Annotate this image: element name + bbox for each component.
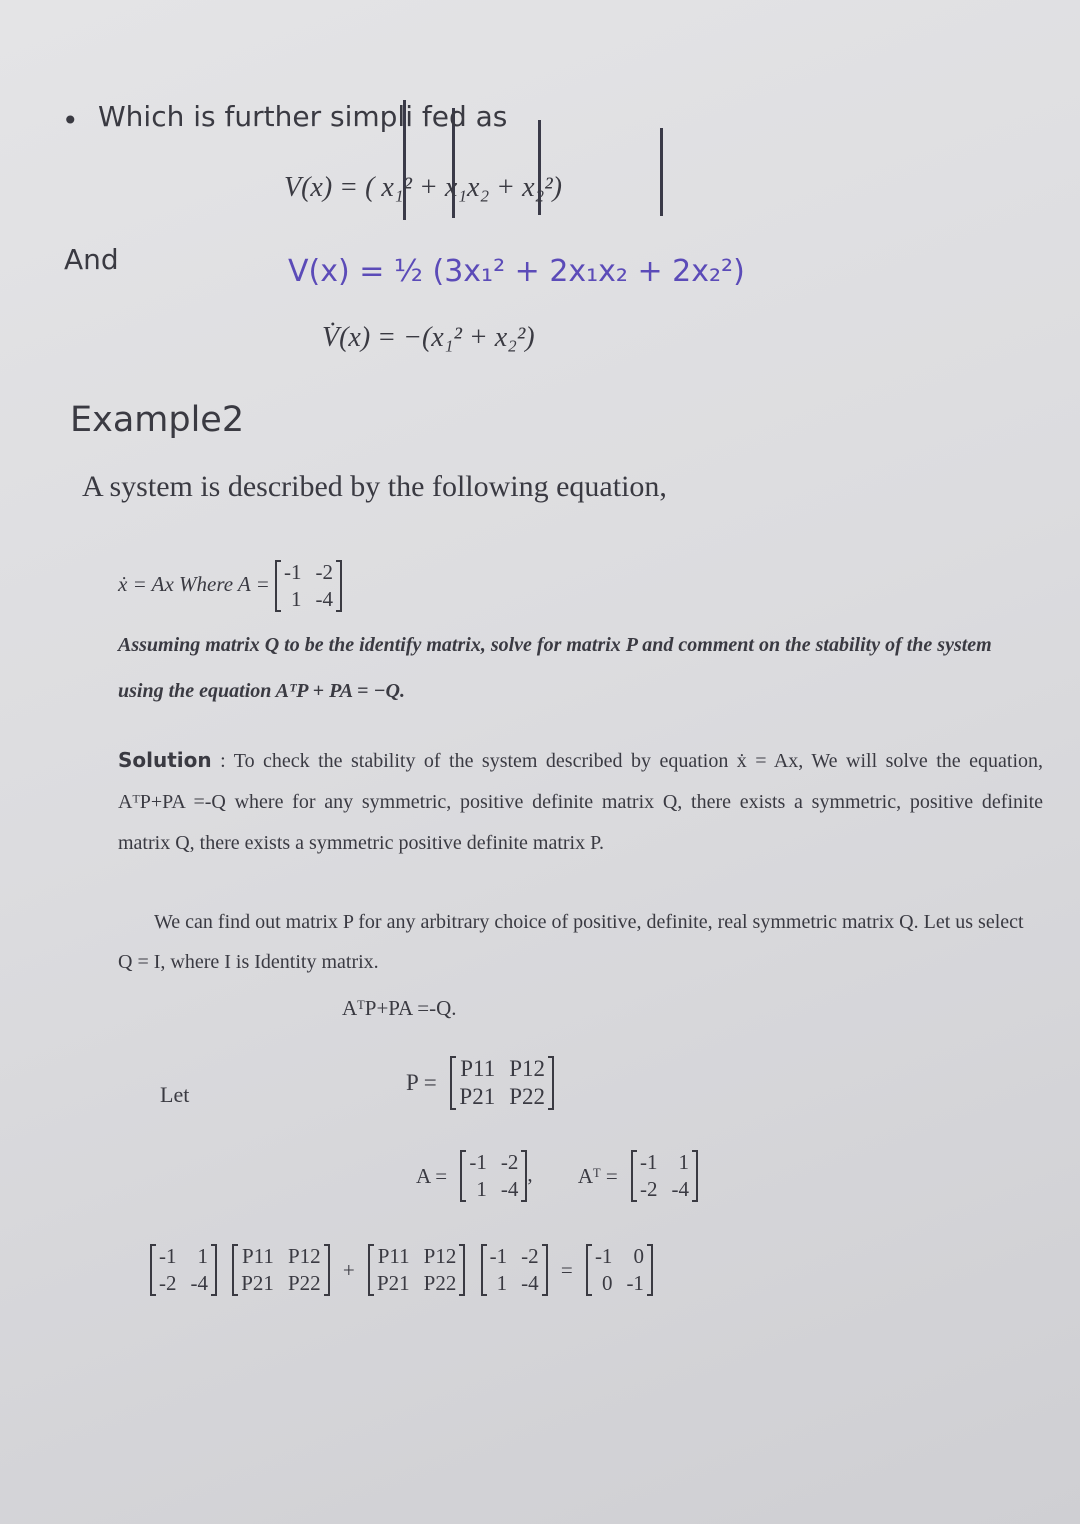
matrix-cell: -1 — [489, 1244, 508, 1268]
matrix-a-transpose — [150, 1244, 217, 1296]
matrix-cell: 1 — [678, 1150, 689, 1174]
matrix-cell: P12 — [287, 1244, 321, 1268]
matrix-cell: P22 — [287, 1271, 321, 1295]
matrix-cell: P22 — [423, 1271, 457, 1295]
comma: , — [527, 1161, 533, 1186]
matrix-a-copy — [460, 1150, 527, 1202]
matrix-cell: P12 — [509, 1056, 546, 1081]
problem-statement: Assuming matrix Q to be the identify matrix, solve for matrix P and comment on the stability of the system using the equation AᵀP + PA = −Q. — [118, 634, 992, 702]
pencil-mark — [660, 128, 663, 216]
matrix-p-definition — [398, 1056, 554, 1110]
let-label: Let — [160, 1082, 190, 1107]
plus-sign: + — [342, 1257, 355, 1282]
matrix-cell: 0 — [601, 1271, 613, 1295]
derivative-equation: V̇(x) = −(x₁² + x₂²) — [322, 322, 535, 353]
matrix-cell: -2 — [315, 560, 334, 584]
matrix-cell: -1 — [626, 1271, 644, 1295]
matrix-cell: P22 — [509, 1084, 546, 1109]
lyapunov-function-equation: V(x) = ( x₁² + x₁x₂ + x₂²) — [284, 172, 562, 203]
system-equation-text: ẋ = Ax Where A = — [118, 571, 270, 596]
matrix-cell: 1 — [476, 1177, 487, 1201]
matrix-cell: -1 — [639, 1150, 658, 1174]
matrix-cell: -4 — [521, 1271, 539, 1295]
solution-label: Solution — [118, 748, 212, 772]
matrix-cell: P21 — [459, 1084, 496, 1109]
intro-line: Which is further simpli fed as — [98, 100, 508, 133]
and-label: And — [64, 243, 119, 276]
matrix-cell: 1 — [291, 587, 302, 611]
matrix-cell: -2 — [521, 1244, 539, 1268]
handwritten-equation: V(x) = ½ (3x₁² + 2x₁x₂ + 2x₂²) — [288, 254, 745, 289]
equals-sign: = — [560, 1257, 573, 1282]
matrix-cell: -4 — [500, 1177, 519, 1201]
lyapunov-equation: AᵀP+PA =-Q. — [342, 996, 457, 1020]
matrix-a — [275, 560, 342, 612]
matrix-cell: -2 — [159, 1271, 177, 1295]
matrix-cell: P11 — [460, 1056, 496, 1081]
matrix-cell: 1 — [197, 1244, 208, 1268]
matrix-a-copy — [481, 1244, 548, 1296]
solution-paragraph — [118, 740, 1043, 864]
matrix-cell: -2 — [500, 1150, 519, 1174]
matrix-cell: -4 — [190, 1271, 208, 1295]
matrix-cell: P11 — [242, 1244, 274, 1268]
system-equation — [118, 560, 342, 612]
p-label: P = — [406, 1070, 437, 1095]
matrix-cell: -1 — [284, 560, 302, 584]
selection-paragraph: We can find out matrix P for any arbitrary choice of positive, definite, real symmetric matrix Q. Let us select Q = I, where I is Identity matrix. — [118, 911, 1024, 973]
matrix-cell: -4 — [315, 587, 334, 611]
matrix-a-definition — [408, 1150, 698, 1202]
solution-text: : To check the stability of the system described by equation ẋ = Ax, We will solve the equation, AᵀP+PA =-Q where for any symmetric, positive definite matrix Q, there exists a symmetric, positive definite matrix Q, there exists a symmetric positive definite matrix P. — [118, 750, 1044, 854]
matrix-negative-identity — [586, 1244, 653, 1296]
matrix-cell: -2 — [639, 1177, 658, 1201]
matrix-cell: P12 — [423, 1244, 457, 1268]
matrix-equation — [150, 1244, 653, 1296]
matrix-cell: -1 — [159, 1244, 177, 1268]
matrix-cell: -1 — [469, 1150, 487, 1174]
matrix-p — [450, 1056, 554, 1110]
matrix-cell: -4 — [671, 1177, 689, 1201]
matrix-cell: P21 — [241, 1271, 274, 1295]
bullet-icon: • — [62, 104, 79, 137]
at-label: Aᵀ = — [577, 1163, 618, 1188]
matrix-p — [232, 1244, 329, 1296]
matrix-cell: 0 — [633, 1244, 644, 1268]
system-intro: A system is described by the following equation, — [82, 470, 667, 503]
a-label: A = — [416, 1163, 448, 1188]
matrix-a-transpose — [631, 1150, 698, 1202]
matrix-cell: -1 — [594, 1244, 613, 1268]
matrix-cell: P11 — [377, 1244, 410, 1268]
example-heading: Example2 — [70, 400, 245, 440]
matrix-cell: P21 — [376, 1271, 410, 1295]
matrix-cell: 1 — [496, 1271, 508, 1295]
matrix-p — [368, 1244, 465, 1296]
